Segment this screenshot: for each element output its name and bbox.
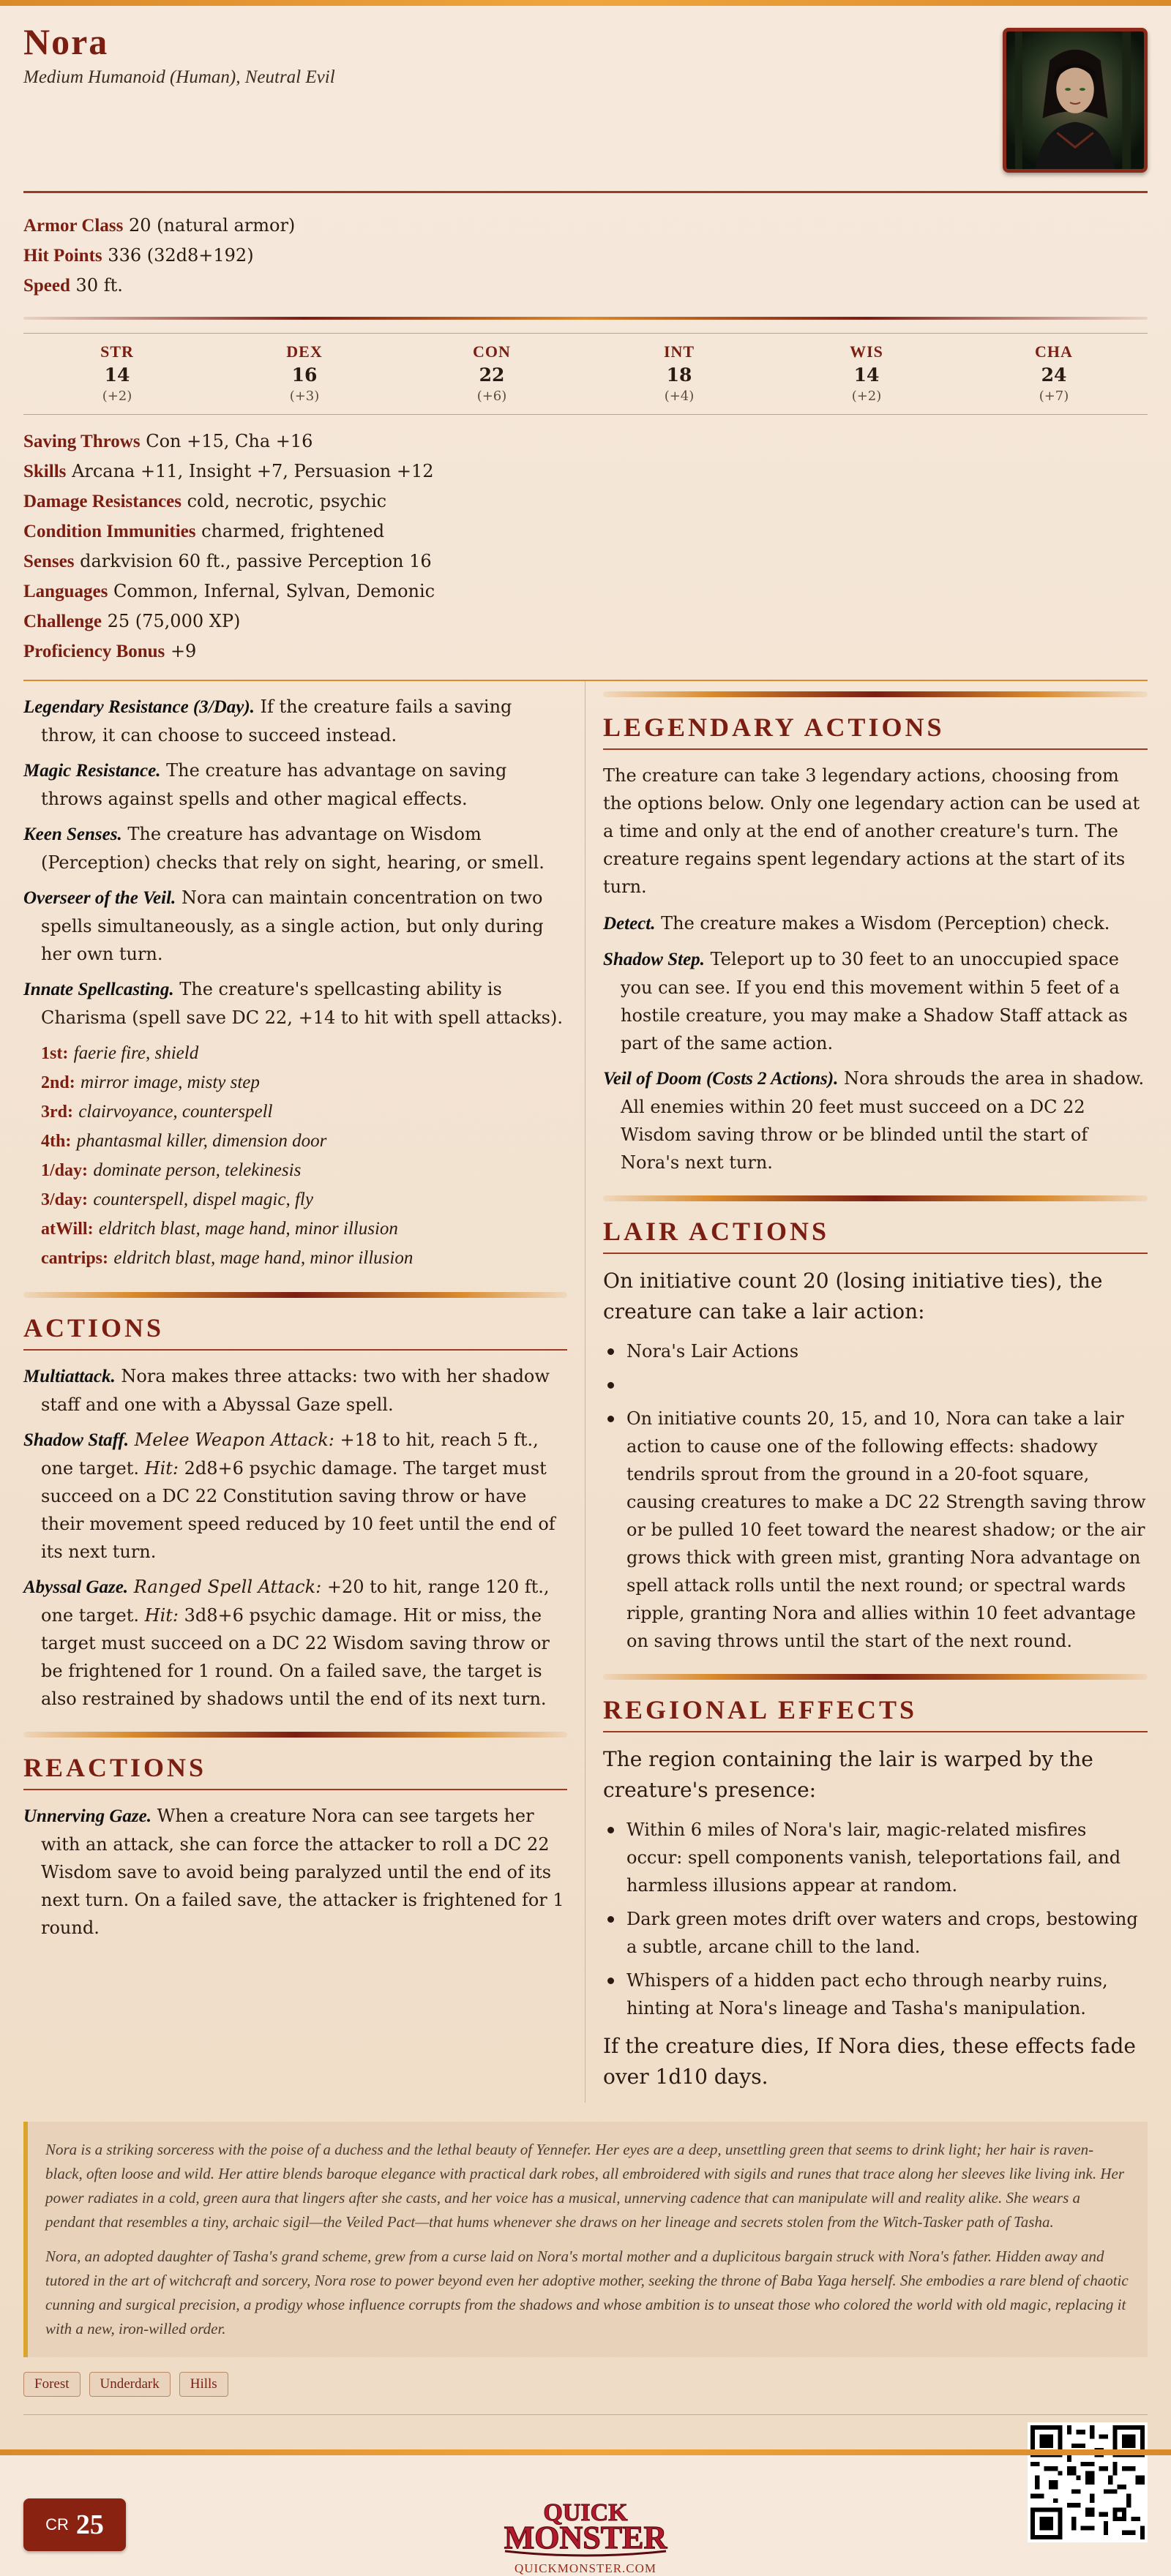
spell-names: dominate person, telekinesis [93, 1160, 302, 1180]
trait-name: Overseer of the Veil. [23, 888, 176, 908]
hit-label: Hit: [144, 1458, 179, 1479]
detail-value: cold, necrotic, psychic [187, 491, 387, 511]
ability-score: 16 [291, 364, 318, 386]
spell-row [41, 1127, 567, 1156]
spell-list [23, 1039, 567, 1273]
ability-con [398, 342, 586, 404]
detail-value: Common, Infernal, Sylvan, Demonic [113, 581, 435, 601]
action-abyssal-gaze [23, 1573, 567, 1713]
spell-names: counterspell, dispel magic, fly [93, 1190, 313, 1209]
speed-value: 30 ft. [75, 275, 123, 296]
spell-level: 1/day: [41, 1161, 89, 1180]
spell-level: cantrips: [41, 1249, 108, 1268]
trait-text: The creature has advantage on saving throws against spells and other magical effects. [41, 760, 507, 809]
trait-keen-senses [23, 820, 567, 876]
proficiency-bonus [23, 637, 1148, 666]
senses [23, 547, 1148, 577]
tag-underdark[interactable]: Underdark [89, 2372, 171, 2397]
cr-value: 25 [75, 2509, 104, 2540]
trait-text: If the creature fails a saving throw, it can choose to succeed instead. [41, 696, 512, 746]
legendary-name: Detect. [603, 914, 656, 934]
footer [23, 2415, 1148, 2575]
logo-word-top: QUICK [543, 2499, 628, 2526]
hit-effect: 3d8+6 psychic damage. Hit or miss, the target must succeed on a DC 22 Wisdom saving throw or be frightened for 1 round. On a failed save, the target is also restrained by shadows until the end of its next turn. [41, 1605, 550, 1709]
legendary-name: Veil of Doom (Costs 2 Actions). [603, 1069, 839, 1089]
portrait-image [1006, 31, 1144, 169]
regional-intro: The region containing the lair is warped by the creature's presence: [603, 1747, 1093, 1802]
legendary-text: The creature makes a Wisdom (Perception) check. [661, 913, 1110, 934]
section-divider [23, 1292, 567, 1298]
hit-points-value: 336 (32d8+192) [108, 245, 254, 266]
spell-row [41, 1039, 567, 1068]
ability-modifier: (+2) [102, 388, 132, 404]
left-column [23, 681, 586, 2103]
trait-text: The creature's spellcasting ability is Charisma (spell save DC 22, +14 to hit with spell attacks). [41, 979, 563, 1028]
list-item: On initiative counts 20, 15, and 10, Nora can take a lair action to cause one of the following effects: shadowy tendrils sprout from the ground in a 20-foot square, causing creatures to make a DC 22 Strength saving throw or be pulled 10 feet toward the nearest shadow; or the air grows thick with green mist, granting Nora advantage on spell attack rolls until the next round; or spectral wards ripple, granting Nora and allies within 10 feet advantage on saving throws until the start of the next round. [603, 1405, 1148, 1655]
creature-subtitle: Medium Humanoid (Human), Neutral Evil [23, 67, 335, 87]
languages [23, 577, 1148, 607]
saving-throws [23, 427, 1148, 457]
condition-immunities [23, 517, 1148, 547]
challenge [23, 607, 1148, 637]
environment-tags [23, 2372, 1148, 2397]
spell-row [41, 1097, 567, 1127]
section-divider [603, 691, 1148, 697]
actions-title: ACTIONS [23, 1313, 567, 1351]
ability-name: WIS [850, 342, 883, 361]
legendary-veil-of-doom [603, 1064, 1148, 1176]
detail-label: Damage Resistances [23, 492, 182, 511]
trait-name: Keen Senses. [23, 825, 122, 844]
trait-overseer-of-the-veil [23, 884, 567, 968]
qr-code [1028, 2422, 1148, 2542]
website-link[interactable]: QUICKMONSTER.COM [514, 2561, 657, 2575]
armor-class-value: 20 (natural armor) [128, 215, 296, 236]
trait-magic-resistance [23, 756, 567, 813]
action-multiattack [23, 1362, 567, 1419]
legendary-intro: The creature can take 3 legendary actions, choosing from the options below. Only one legendary action can be used at a time and only at the end of another creature's turn. The creature regains spent legendary actions at the start of its turn. [603, 765, 1140, 897]
logo-word-bottom: MONSTER [504, 2520, 667, 2556]
regional-effect-list [603, 1816, 1148, 2022]
spell-names: eldritch blast, mage hand, minor illusion [98, 1219, 398, 1239]
hit-label: Hit: [144, 1605, 179, 1626]
action-name: Multiattack. [23, 1367, 116, 1386]
section-divider [603, 1674, 1148, 1680]
ability-score: 14 [853, 364, 880, 386]
ability-modifier: (+7) [1039, 388, 1069, 404]
spell-level: 4th: [41, 1132, 72, 1151]
action-name: Shadow Staff. [23, 1430, 130, 1450]
lore-paragraph: Nora is a striking sorceress with the poise of a duchess and the lethal beauty of Yennefer. Her eyes are a deep, unsettling green that seems to drink light; her hair is raven-black, often loose and wild. Her attire blends baroque elegance with practical dark robes, all embroidered with sigils and runes that trace along her sleeves like living ink. Her power radiates in a cold, green aura that lingers after she casts, and her voice has a musical, unnerving cadence that can manipulate will and reality alike. She wears a pendant that resembles a tiny, archaic sigil—the Veiled Pact—that hums whenever she draws on her lineage and secrets stolen from the Witch-Tasker path of Tasha. [45, 2141, 1125, 2231]
detail-label: Challenge [23, 612, 102, 631]
trait-innate-spellcasting [23, 975, 567, 1032]
detail-value: Arcana +11, Insight +7, Persuasion +12 [72, 461, 434, 481]
lair-actions-title: LAIR ACTIONS [603, 1216, 1148, 1254]
legendary-text: Teleport up to 30 feet to an unoccupied space you can see. If you end this movement within 5 feet of a hostile creature, you may make a Shadow Staff attack as part of the same action. [621, 949, 1128, 1054]
legendary-actions-title: LEGENDARY ACTIONS [603, 712, 1148, 750]
ability-str [23, 342, 211, 404]
ability-name: INT [663, 342, 695, 361]
ability-wis [773, 342, 960, 404]
attack-details: +20 to hit, range 120 ft., one target. [41, 1577, 550, 1626]
spell-names: phantasmal killer, dimension door [76, 1131, 327, 1151]
ability-modifier: (+4) [664, 388, 695, 404]
regional-outro: If the creature dies, If Nora dies, these effects fade over 1d10 days. [603, 2034, 1136, 2089]
list-item: Nora's Lair Actions [603, 1337, 1148, 1365]
speed-label: Speed [23, 276, 70, 296]
armor-class-label: Armor Class [23, 216, 124, 236]
spell-level: 3/day: [41, 1190, 89, 1209]
detail-label: Languages [23, 582, 108, 601]
list-item: Whispers of a hidden pact echo through nearby ruins, hinting at Nora's lineage and Tasha's manipulation. [603, 1967, 1148, 2022]
reactions-title: REACTIONS [23, 1752, 567, 1790]
ability-name: CHA [1035, 342, 1073, 361]
spell-row [41, 1244, 567, 1273]
skills [23, 457, 1148, 487]
ability-modifier: (+6) [476, 388, 507, 404]
action-name: Abyssal Gaze. [23, 1577, 129, 1597]
cr-label: CR [45, 2515, 69, 2534]
list-item: Within 6 miles of Nora's lair, magic-related misfires occur: spell components vanish, teleportations fail, and harmless illusions appear at random. [603, 1816, 1148, 1899]
action-shadow-staff [23, 1426, 567, 1566]
spell-level: 2nd: [41, 1073, 75, 1092]
spell-names: eldritch blast, mage hand, minor illusion [113, 1248, 414, 1268]
tag-hills[interactable]: Hills [179, 2372, 228, 2397]
ability-name: STR [100, 342, 134, 361]
trait-text: The creature has advantage on Wisdom (Perception) checks that rely on sight, hearing, or smell. [41, 824, 545, 873]
lore-box [23, 2122, 1148, 2357]
action-text: Nora makes three attacks: two with her shadow staff and one with a Abyssal Gaze spell. [41, 1366, 550, 1415]
divider [23, 317, 1148, 320]
armor-class [23, 211, 1148, 241]
trait-text: Nora can maintain concentration on two spells simultaneously, as a single action, but only during her own turn. [41, 887, 544, 964]
ability-name: DEX [286, 342, 323, 361]
tag-forest[interactable]: Forest [23, 2372, 81, 2397]
ability-scores [23, 333, 1148, 415]
detail-value: 25 (75,000 XP) [107, 611, 241, 631]
spell-names: clairvoyance, counterspell [78, 1102, 273, 1122]
detail-value: Con +15, Cha +16 [146, 431, 313, 451]
ability-name: CON [473, 342, 511, 361]
ability-score: 18 [666, 364, 692, 386]
creature-portrait [1003, 28, 1148, 173]
header [23, 20, 1148, 185]
right-column [586, 681, 1148, 2103]
lair-intro: On initiative count 20 (losing initiative ties), the creature can take a lair action: [603, 1269, 1103, 1323]
bottom-accent-bar [0, 2449, 1171, 2455]
hit-points-label: Hit Points [23, 246, 102, 266]
detail-label: Skills [23, 462, 67, 481]
reaction-unnerving-gaze [23, 1802, 567, 1942]
trait-legendary-resistance [23, 693, 567, 749]
logo-icon [498, 2496, 673, 2557]
detail-value: +9 [170, 641, 197, 661]
detail-label: Senses [23, 552, 75, 571]
speed [23, 271, 1148, 301]
detail-label: Proficiency Bonus [23, 642, 165, 661]
legendary-shadow-step [603, 945, 1148, 1057]
spell-row [41, 1185, 567, 1214]
trait-name: Magic Resistance. [23, 761, 161, 781]
hit-effect: 2d8+6 psychic damage. The target must succeed on a DC 22 Constitution saving throw or have their movement speed reduced by 10 feet until the end of its next turn. [41, 1458, 555, 1562]
detail-value: darkvision 60 ft., passive Perception 16 [80, 551, 432, 571]
challenge-rating-badge [23, 2498, 126, 2551]
ability-score: 24 [1041, 364, 1067, 386]
attack-details: +18 to hit, reach 5 ft., one target. [41, 1430, 539, 1479]
list-item [603, 1371, 1148, 1399]
section-divider [603, 1195, 1148, 1201]
spell-row [41, 1068, 567, 1097]
reaction-name: Unnerving Gaze. [23, 1806, 152, 1826]
header-divider [23, 191, 1148, 193]
ability-int [586, 342, 773, 404]
damage-resistances [23, 487, 1148, 517]
attack-type: Ranged Spell Attack: [133, 1577, 322, 1597]
ability-score: 22 [479, 364, 505, 386]
lore-paragraph: Nora, an adopted daughter of Tasha's grand scheme, grew from a curse laid on Nora's mortal mother and a duplicitous bargain struck with Nora's father. Hidden away and tutored in the art of witchcraft and sorcery, Nora rose to power beyond even her adoptive mother, seeking the throne of Baba Yaga herself. She embodies a rare blend of chaotic cunning and surgical precision, a prodigy whose influence corrupts from the shadows and whose ambition is to unseat those who colored the world with old magic, replacing it with a new, iron-willed order. [45, 2248, 1129, 2337]
spell-row [41, 1214, 567, 1244]
spell-names: mirror image, misty step [81, 1073, 260, 1092]
legendary-name: Shadow Step. [603, 950, 705, 969]
trait-name: Innate Spellcasting. [23, 980, 174, 999]
spell-level: atWill: [41, 1220, 94, 1239]
creature-name: Nora [23, 21, 109, 62]
stat-block [23, 18, 1148, 2575]
detail-label: Condition Immunities [23, 522, 196, 541]
ability-modifier: (+3) [289, 388, 320, 404]
spell-level: 3rd: [41, 1103, 73, 1122]
basic-stats [23, 211, 1148, 301]
spell-row [41, 1156, 567, 1185]
lair-action-list [603, 1337, 1148, 1655]
regional-effects-title: REGIONAL EFFECTS [603, 1694, 1148, 1732]
ability-score: 14 [104, 364, 130, 386]
legendary-text: Nora shrouds the area in shadow. All enemies within 20 feet must succeed on a DC 22 Wisdom saving throw or be blinded until the start of Nora's next turn. [621, 1068, 1145, 1173]
ability-dex [211, 342, 398, 404]
hit-points [23, 241, 1148, 271]
top-accent-bar [0, 0, 1171, 6]
quickmonster-logo[interactable] [492, 2496, 679, 2576]
two-column-body [23, 680, 1148, 2103]
trait-name: Legendary Resistance (3/Day). [23, 697, 255, 717]
spell-names: faerie fire, shield [73, 1043, 199, 1063]
attack-type: Melee Weapon Attack: [134, 1430, 334, 1450]
ability-cha [960, 342, 1148, 404]
spell-level: 1st: [41, 1044, 69, 1063]
legendary-detect [603, 909, 1148, 938]
qr-code-icon [1030, 2425, 1145, 2539]
creature-details [23, 427, 1148, 666]
list-item: Dark green motes drift over waters and crops, bestowing a subtle, arcane chill to the land. [603, 1905, 1148, 1961]
detail-value: charmed, frightened [201, 521, 385, 541]
section-divider [23, 1732, 567, 1738]
reaction-text: When a creature Nora can see targets her with an attack, she can force the attacker to roll a DC 22 Wisdom save to avoid being paralyzed until the end of its next turn. On a failed save, the attacker is frightened for 1 round. [41, 1806, 564, 1938]
ability-modifier: (+2) [851, 388, 882, 404]
detail-label: Saving Throws [23, 432, 141, 451]
